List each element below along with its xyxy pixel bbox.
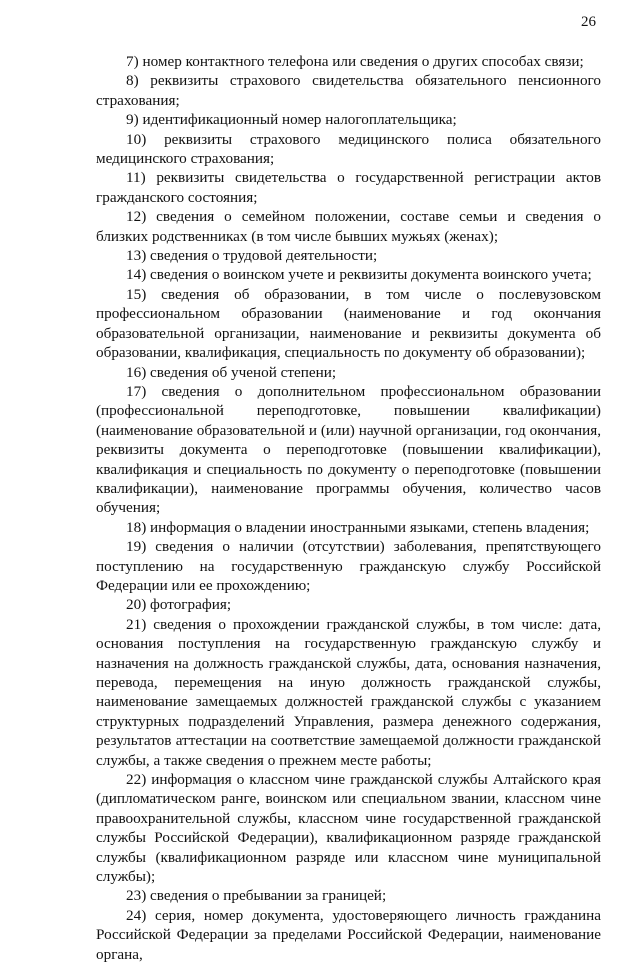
list-item-8: 8) реквизиты страхового свидетельства обязательного пенсионного страхования; [96, 72, 601, 109]
list-item-15: 15) сведения об образовании, в том числе о послевузовском профессиональном образовании (наименование и год окончания образовательной организации, наименование и реквизиты документа об образовании, квалификация, специальность по документу об образовании); [96, 285, 601, 362]
list-item-12: 12) сведения о семейном положении, составе семьи и сведения о близких родственниках (в том числе бывших мужьях (женах); [96, 208, 601, 245]
list-item-22: 22) информация о классном чине гражданской службы Алтайского края (дипломатическом ранге, воинском или специальном звании, классном чине правоохранительной службы, классном чине государственной гражданской службы Российской Федерации), квалификационном разряде гражданской службы (квалификационном разряде или классном чине муниципальной службы); [96, 771, 601, 886]
list-item-23: 23) сведения о пребывании за границей; [126, 887, 387, 905]
list-item-14: 14) сведения о воинском учете и реквизиты документа воинского учета; [126, 266, 592, 284]
list-item-7: 7) номер контактного телефона или сведения о других способах связи; [126, 53, 584, 70]
list-item-16: 16) сведения об ученой степени; [126, 363, 337, 381]
list-item-10: 10) реквизиты страхового медицинского полиса обязательного медицинского страхования; [96, 130, 601, 168]
list-item-9: 9) идентификационный номер налогоплательщика; [126, 111, 457, 129]
list-item-18: 18) информация о владении иностранными языками, степень владения; [126, 518, 590, 536]
list-item-24: 24) серия, номер документа, удостоверяющего личность гражданина Российской Федерации за пределами Российской Федерации, наименование органа, [96, 906, 601, 963]
list-item-21: 21) сведения о прохождении гражданской службы, в том числе: дата, основания поступления на государственную гражданскую службу и назначения на должность гражданской службы, дата, основания назначения, перевода, перемещения на иную должность гражданской службы, наименование замещаемых должностей гражданской службы с указанием структурных подразделений Управления, размера денежного содержания, результатов аттестации на соответствие замещаемой должности гражданской службы, а также сведения о прежнем месте работы; [96, 615, 601, 769]
list-item-11: 11) реквизиты свидетельства о государственной регистрации актов гражданского состояния; [96, 169, 601, 206]
list-item-20: 20) фотография; [126, 596, 232, 614]
page-number: 26 [581, 14, 596, 30]
list-item-17: 17) сведения о дополнительном профессиональном образовании (профессиональной переподготовке, повышении квалификации) (наименование образовательной и (или) научной организации, год окончания, реквизиты документа о переподготовке (повышении квалификации), квалификация и специальность по документу о переподготовке (повышении квалификации), наименование программы обучения, количество часов обучения; [96, 382, 601, 517]
list-item-13: 13) сведения о трудовой деятельности; [126, 247, 378, 265]
list-item-19: 19) сведения о наличии (отсутствии) заболевания, препятствующего поступлению на государственную гражданскую службу Российской Федерации или ее прохождению; [96, 538, 601, 594]
document-body [96, 52, 601, 964]
